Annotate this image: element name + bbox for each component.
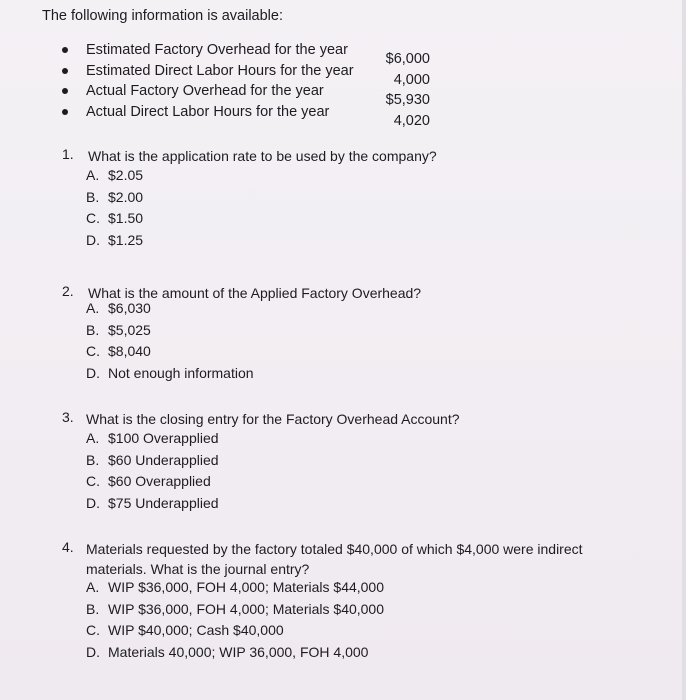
option-b[interactable] [86, 450, 219, 472]
bullet-icon [62, 109, 68, 115]
option-letter: C. [86, 622, 100, 638]
option-letter: A. [86, 300, 100, 316]
option-b[interactable] [86, 320, 254, 342]
option-text: $60 Underapplied [108, 451, 219, 468]
options-list [86, 428, 219, 514]
options-list [86, 298, 254, 384]
stem-line: What is the closing entry for the Factory Overhead Account? [86, 411, 460, 427]
fact-value: 4,020 [393, 112, 430, 129]
option-a[interactable] [86, 298, 254, 320]
question-number: 2. [62, 283, 74, 299]
option-text: $1.50 [108, 210, 144, 226]
option-a[interactable] [86, 577, 384, 599]
option-text: $100 Overapplied [108, 430, 219, 446]
option-letter: D. [86, 231, 100, 248]
option-text: WIP $36,000, FOH 4,000; Materials $40,000 [108, 600, 385, 617]
option-text: $75 Underapplied [108, 494, 219, 511]
fact-item [62, 62, 442, 88]
option-text: $8,040 [108, 343, 151, 359]
option-d[interactable] [86, 642, 384, 664]
question-number: 1. [62, 146, 74, 162]
option-letter: C. [86, 210, 100, 226]
fact-value: 4,000 [393, 71, 430, 88]
fact-label: Estimated Direct Labor Hours for the year [86, 62, 354, 79]
option-c[interactable] [86, 341, 254, 363]
bullet-icon [62, 68, 68, 74]
option-letter: B. [86, 321, 100, 338]
option-c[interactable] [86, 208, 143, 230]
fact-label: Actual Factory Overhead for the year [86, 83, 324, 99]
option-text: Materials 40,000; WIP 36,000, FOH 4,000 [108, 643, 369, 660]
stem-line: Materials requested by the factory totaled $40,000 of which $4,000 were indirect [86, 541, 583, 557]
stem-line: What is the amount of the Applied Factory Overhead? [88, 285, 422, 301]
option-a[interactable] [86, 165, 143, 187]
intro-text: The following information is available: [42, 8, 283, 24]
fact-item [62, 42, 442, 67]
option-a[interactable] [86, 428, 219, 450]
option-d[interactable] [86, 230, 143, 252]
question-number: 3. [62, 409, 74, 425]
stem-line: materials. What is the journal entry? [86, 561, 310, 577]
option-c[interactable] [86, 471, 219, 493]
option-letter: D. [86, 494, 100, 511]
fact-label: Estimated Factory Overhead for the year [86, 42, 348, 58]
option-text: Not enough information [108, 364, 254, 381]
option-b[interactable] [86, 187, 143, 209]
option-letter: A. [86, 167, 100, 183]
options-list [86, 577, 384, 663]
fact-item [62, 83, 442, 108]
page-edge [682, 0, 686, 700]
question-stem [86, 539, 583, 579]
option-letter: A. [86, 430, 100, 446]
option-letter: B. [86, 451, 100, 468]
option-b[interactable] [86, 599, 384, 621]
option-letter: C. [86, 473, 100, 489]
option-text: $60 Overapplied [108, 473, 211, 489]
option-text: $6,030 [108, 300, 151, 316]
option-text: $2.05 [108, 167, 144, 183]
bullet-icon [62, 47, 68, 53]
option-letter: B. [86, 188, 100, 205]
option-letter: B. [86, 600, 100, 617]
fact-value: $6,000 [385, 51, 430, 67]
option-c[interactable] [86, 620, 384, 642]
question-stem [86, 409, 460, 429]
option-text: WIP $40,000; Cash $40,000 [108, 622, 284, 638]
option-text: $1.25 [108, 231, 144, 248]
question-number: 4. [62, 539, 74, 555]
fact-value: $5,930 [385, 92, 430, 108]
bullet-icon [62, 88, 68, 94]
option-text: $5,025 [108, 321, 151, 338]
stem-line: What is the application rate to be used by the company? [88, 148, 437, 164]
option-d[interactable] [86, 493, 219, 515]
option-text: $2.00 [108, 188, 144, 205]
option-letter: D. [86, 643, 100, 660]
option-text: WIP $36,000, FOH 4,000; Materials $44,000 [108, 579, 385, 595]
option-letter: C. [86, 343, 100, 359]
fact-label: Actual Direct Labor Hours for the year [86, 103, 330, 120]
question-stem [88, 146, 437, 166]
fact-item [62, 103, 442, 129]
options-list [86, 165, 143, 251]
facts-list [62, 42, 442, 129]
option-letter: A. [86, 579, 100, 595]
option-letter: D. [86, 364, 100, 381]
option-d[interactable] [86, 363, 254, 385]
